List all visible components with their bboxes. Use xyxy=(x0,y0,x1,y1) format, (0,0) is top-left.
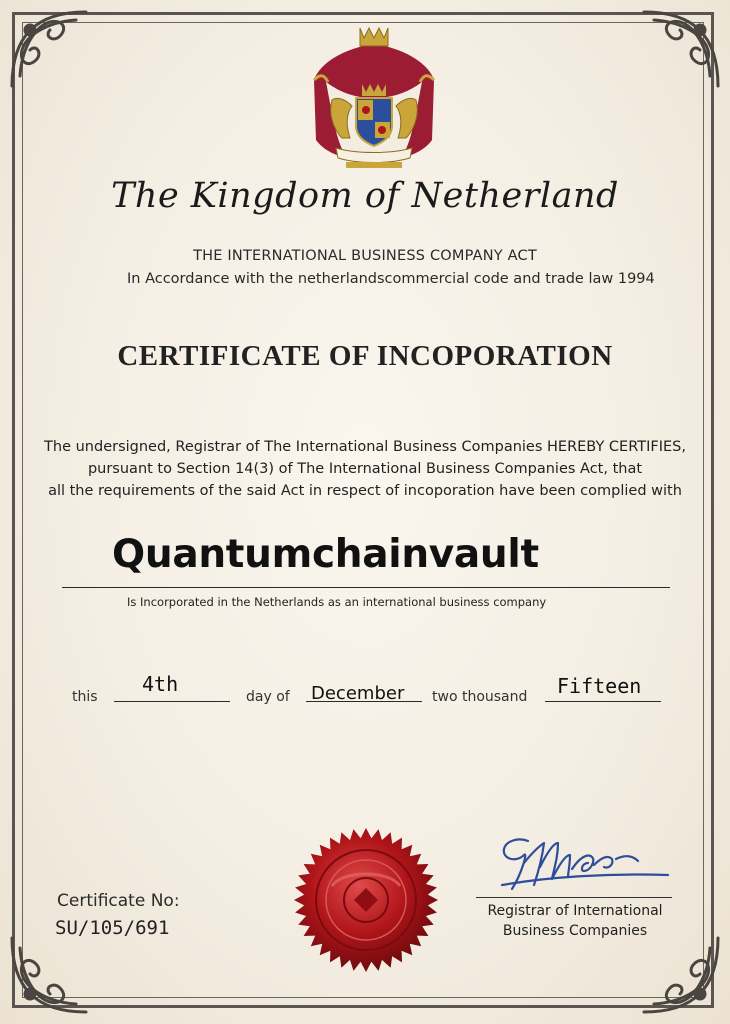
certificate-number: SU/105/691 xyxy=(55,917,170,939)
red-wax-seal-icon xyxy=(292,826,440,974)
corner-ornament-top-right-icon xyxy=(638,6,724,92)
corner-ornament-top-left-icon xyxy=(6,6,92,92)
month-value: December xyxy=(311,683,405,704)
coat-of-arms-icon xyxy=(306,22,442,172)
signature-line xyxy=(476,897,672,898)
corner-ornament-bottom-left-icon xyxy=(6,932,92,1018)
registrar-title-line: Business Companies xyxy=(502,923,648,939)
registrar-title-line: Registrar of International xyxy=(487,903,663,919)
certification-line: all the requirements of the said Act in respect of incoporation have been complied with xyxy=(48,483,682,499)
certificate-title: CERTIFICATE OF INCOPORATION xyxy=(117,340,613,372)
this-label: this xyxy=(72,689,98,705)
day-of-label: day of xyxy=(246,689,290,705)
two-thousand-label: two thousand xyxy=(432,689,528,705)
year-underline xyxy=(545,701,661,702)
certification-text xyxy=(40,436,690,502)
registrar-title xyxy=(470,901,680,941)
certification-line: pursuant to Section 14(3) of The International Business Companies Act, that xyxy=(87,461,643,477)
act-heading: THE INTERNATIONAL BUSINESS COMPANY ACT xyxy=(193,248,537,264)
month-underline xyxy=(306,701,422,702)
company-name-underline xyxy=(62,587,670,588)
company-name: Quantumchainvault xyxy=(112,532,539,577)
certification-line: The undersigned, Registrar of The International Business Companies HEREBY CERTIFIES, xyxy=(44,439,686,455)
kingdom-title: The Kingdom of Netherland xyxy=(111,176,619,216)
corner-ornament-bottom-right-icon xyxy=(638,932,724,1018)
day-value: 4th xyxy=(142,672,179,696)
day-underline xyxy=(114,701,230,702)
certificate-number-label: Certificate No: xyxy=(57,891,180,911)
registrar-signature-icon xyxy=(488,833,672,897)
incorporated-line: Is Incorporated in the Netherlands as an international business company xyxy=(127,595,547,609)
year-value: Fifteen xyxy=(557,674,642,698)
accordance-line: In Accordance with the netherlandscommercial code and trade law 1994 xyxy=(127,271,655,287)
